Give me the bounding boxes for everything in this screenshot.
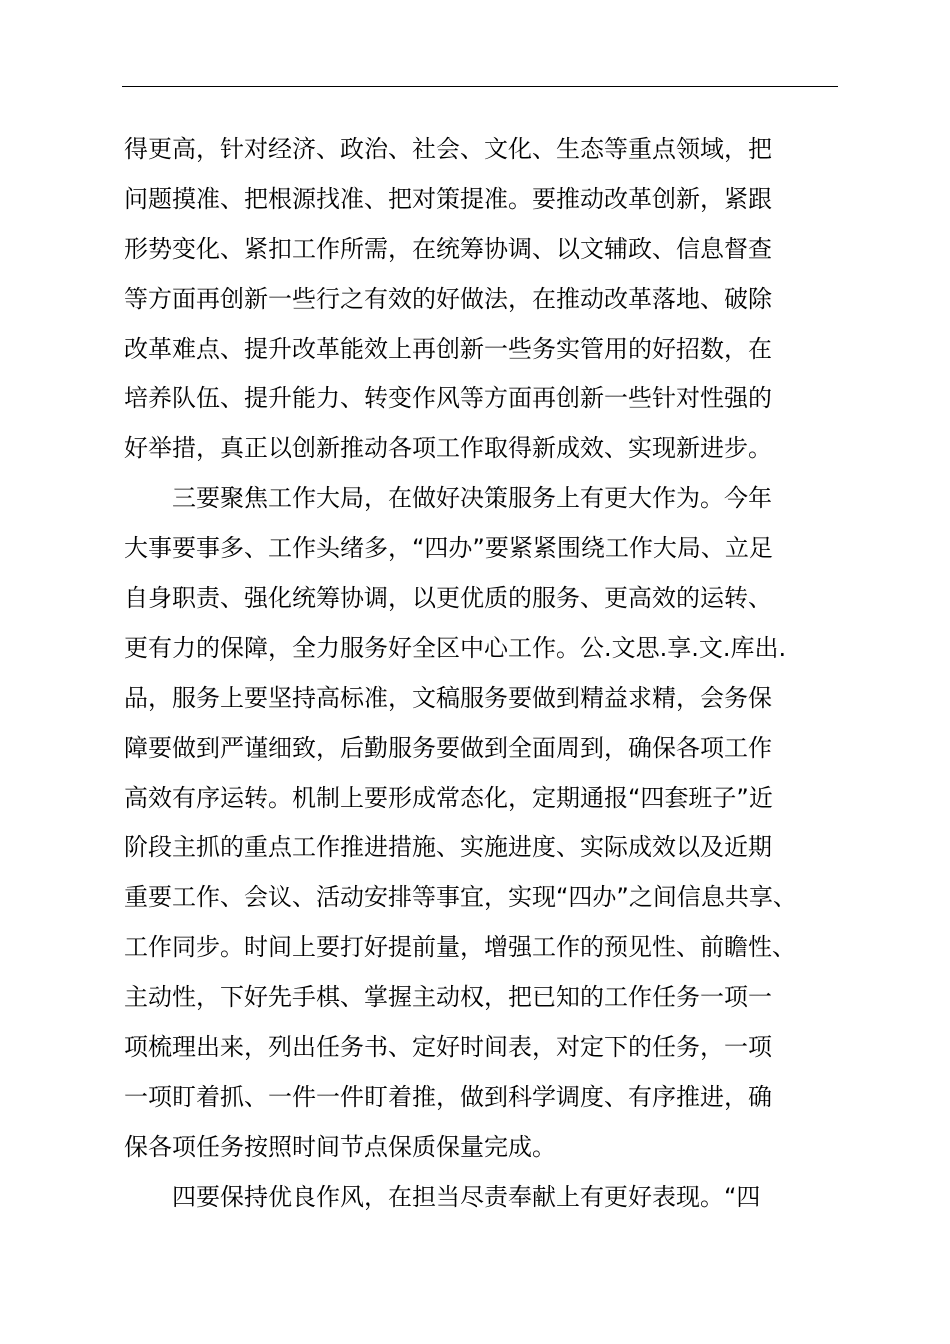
text-line: 自身职责、强化统筹协调，以更优质的服务、更高效的运转、 <box>124 584 772 613</box>
text-line: 工作同步。时间上要打好提前量，增强工作的预见性、前瞻性、 <box>124 933 796 962</box>
text-line: 障要做到严谨细致，后勤服务要做到全面周到，确保各项工作 <box>124 733 772 762</box>
text-line: 改革难点、提升改革能效上再创新一些务实管用的好招数，在 <box>124 334 772 363</box>
text-line: 形势变化、紧扣工作所需，在统筹协调、以文辅政、信息督查 <box>124 234 772 263</box>
text-line: 大事要事多、工作头绪多，“四办”要紧紧围绕工作大局、立足 <box>124 534 773 563</box>
text-line: 项梳理出来，列出任务书、定好时间表，对定下的任务，一项 <box>124 1033 772 1062</box>
text-line: 四要保持优良作风，在担当尽责奉献上有更好表现。“四 <box>124 1182 761 1211</box>
text-line: 阶段主抓的重点工作推进措施、实施进度、实际成效以及近期 <box>124 833 772 862</box>
text-line: 问题摸准、把根源找准、把对策提准。要推动改革创新，紧跟 <box>124 184 772 213</box>
header-rule <box>122 86 838 87</box>
text-line: 培养队伍、提升能力、转变作风等方面再创新一些针对性强的 <box>124 384 772 413</box>
text-line: 保各项任务按照时间节点保质保量完成。 <box>124 1132 556 1161</box>
text-line: 好举措，真正以创新推动各项工作取得新成效、实现新进步。 <box>124 434 772 463</box>
text-line: 重要工作、会议、活动安排等事宜，实现“四办”之间信息共享、 <box>124 883 797 912</box>
text-line: 高效有序运转。机制上要形成常态化，定期通报“四套班子”近 <box>124 783 773 812</box>
document-body <box>124 125 854 1223</box>
text-line: 更有力的保障，全力服务好全区中心工作。公.文思.享.文.库出. <box>124 633 787 662</box>
text-line: 一项盯着抓、一件一件盯着推，做到科学调度、有序推进，确 <box>124 1082 772 1111</box>
text-line: 等方面再创新一些行之有效的好做法，在推动改革落地、破除 <box>124 284 772 313</box>
text-line: 品，服务上要坚持高标准，文稿服务要做到精益求精，会务保 <box>124 683 772 712</box>
text-line: 得更高，针对经济、政治、社会、文化、生态等重点领域，把 <box>124 135 772 163</box>
text-line: 三要聚焦工作大局，在做好决策服务上有更大作为。今年 <box>124 484 772 513</box>
text-line: 主动性，下好先手棋、掌握主动权，把已知的工作任务一项一 <box>124 983 772 1012</box>
